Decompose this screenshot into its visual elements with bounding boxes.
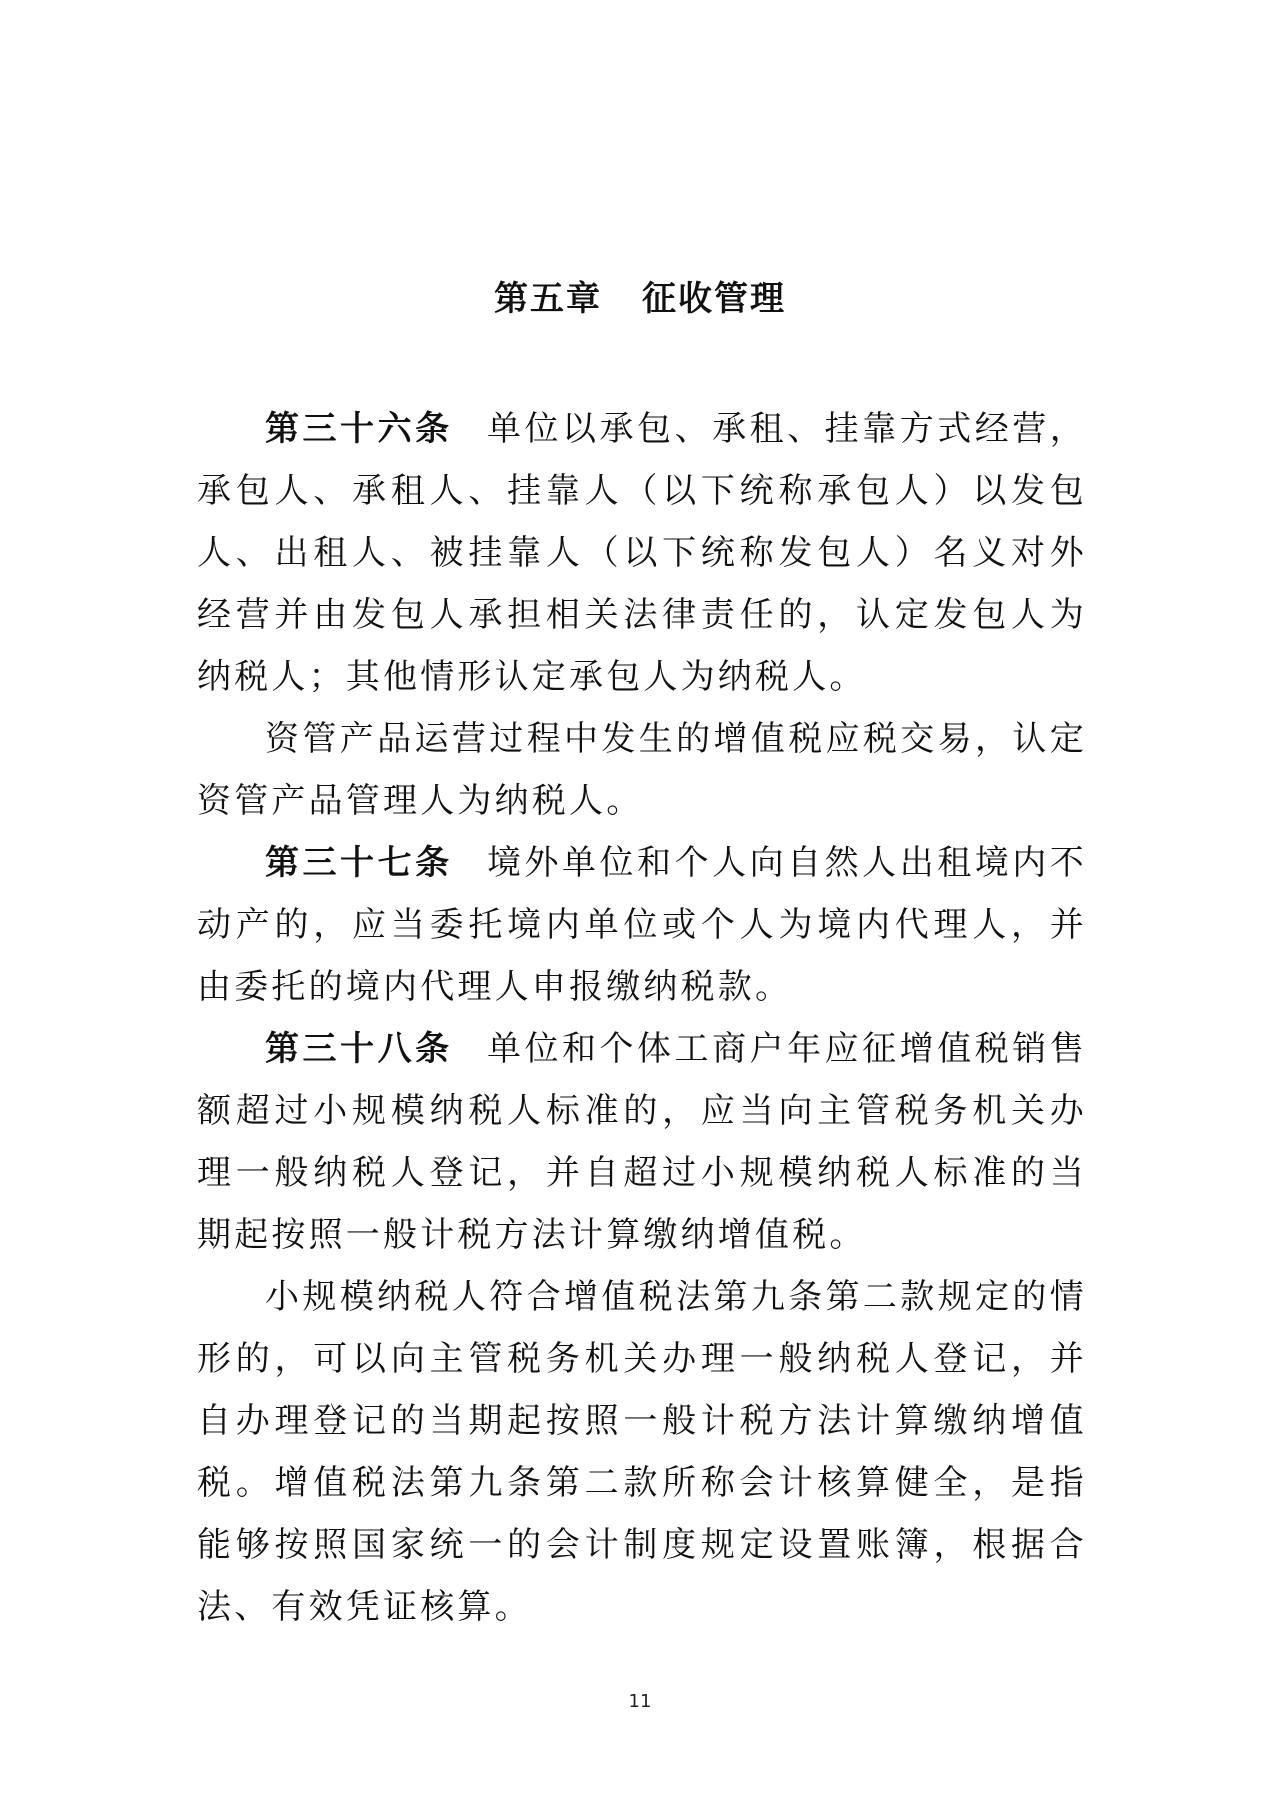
article-number: 第三十八条 bbox=[265, 1029, 453, 1069]
chapter-heading bbox=[0, 275, 1280, 323]
article-38-paragraph-2 bbox=[197, 1266, 1087, 1638]
page-number: 11 bbox=[628, 1691, 652, 1712]
paragraph-text: 小规模纳税人符合增值税法第九条第二款规定的情形的，可以向主管税务机关办理一般纳税人登记，并自办理登记的当期起按照一般计税方法计算缴纳增值税。增值税法第九条第二款所称会计核算健全，是指能够按照国家统一的会计制度规定设置账簿，根据合法、有效凭证核算。 bbox=[197, 1277, 1087, 1627]
chapter-number: 第五章 bbox=[494, 279, 602, 319]
article-37-paragraph bbox=[197, 832, 1087, 1018]
article-36-paragraph bbox=[197, 398, 1087, 708]
article-36-paragraph-2 bbox=[197, 708, 1087, 832]
chapter-body bbox=[197, 398, 1087, 1638]
paragraph-text: 单位和个体工商户年应征增值税销售额超过小规模纳税人标准的，应当向主管税务机关办理一般纳税人登记，并自超过小规模纳税人标准的当期起按照一般计税方法计算缴纳增值税。 bbox=[197, 1029, 1088, 1255]
article-number: 第三十六条 bbox=[265, 409, 453, 449]
paragraph-text: 资管产品运营过程中发生的增值税应税交易，认定资管产品管理人为纳税人。 bbox=[197, 719, 1087, 821]
chapter-title: 征收管理 bbox=[642, 279, 786, 319]
paragraph-text: 单位以承包、承租、挂靠方式经营，承包人、承租人、挂靠人（以下统称承包人）以发包人、出租人、被挂靠人（以下统称发包人）名义对外经营并由发包人承担相关法律责任的，认定发包人为纳税人；其他情形认定承包人为纳税人。 bbox=[197, 409, 1088, 697]
article-38-paragraph bbox=[197, 1018, 1087, 1266]
paragraph-text: 境外单位和个人向自然人出租境内不动产的，应当委托境内单位或个人为境内代理人，并由委托的境内代理人申报缴纳税款。 bbox=[197, 843, 1088, 1007]
article-number: 第三十七条 bbox=[265, 843, 453, 883]
